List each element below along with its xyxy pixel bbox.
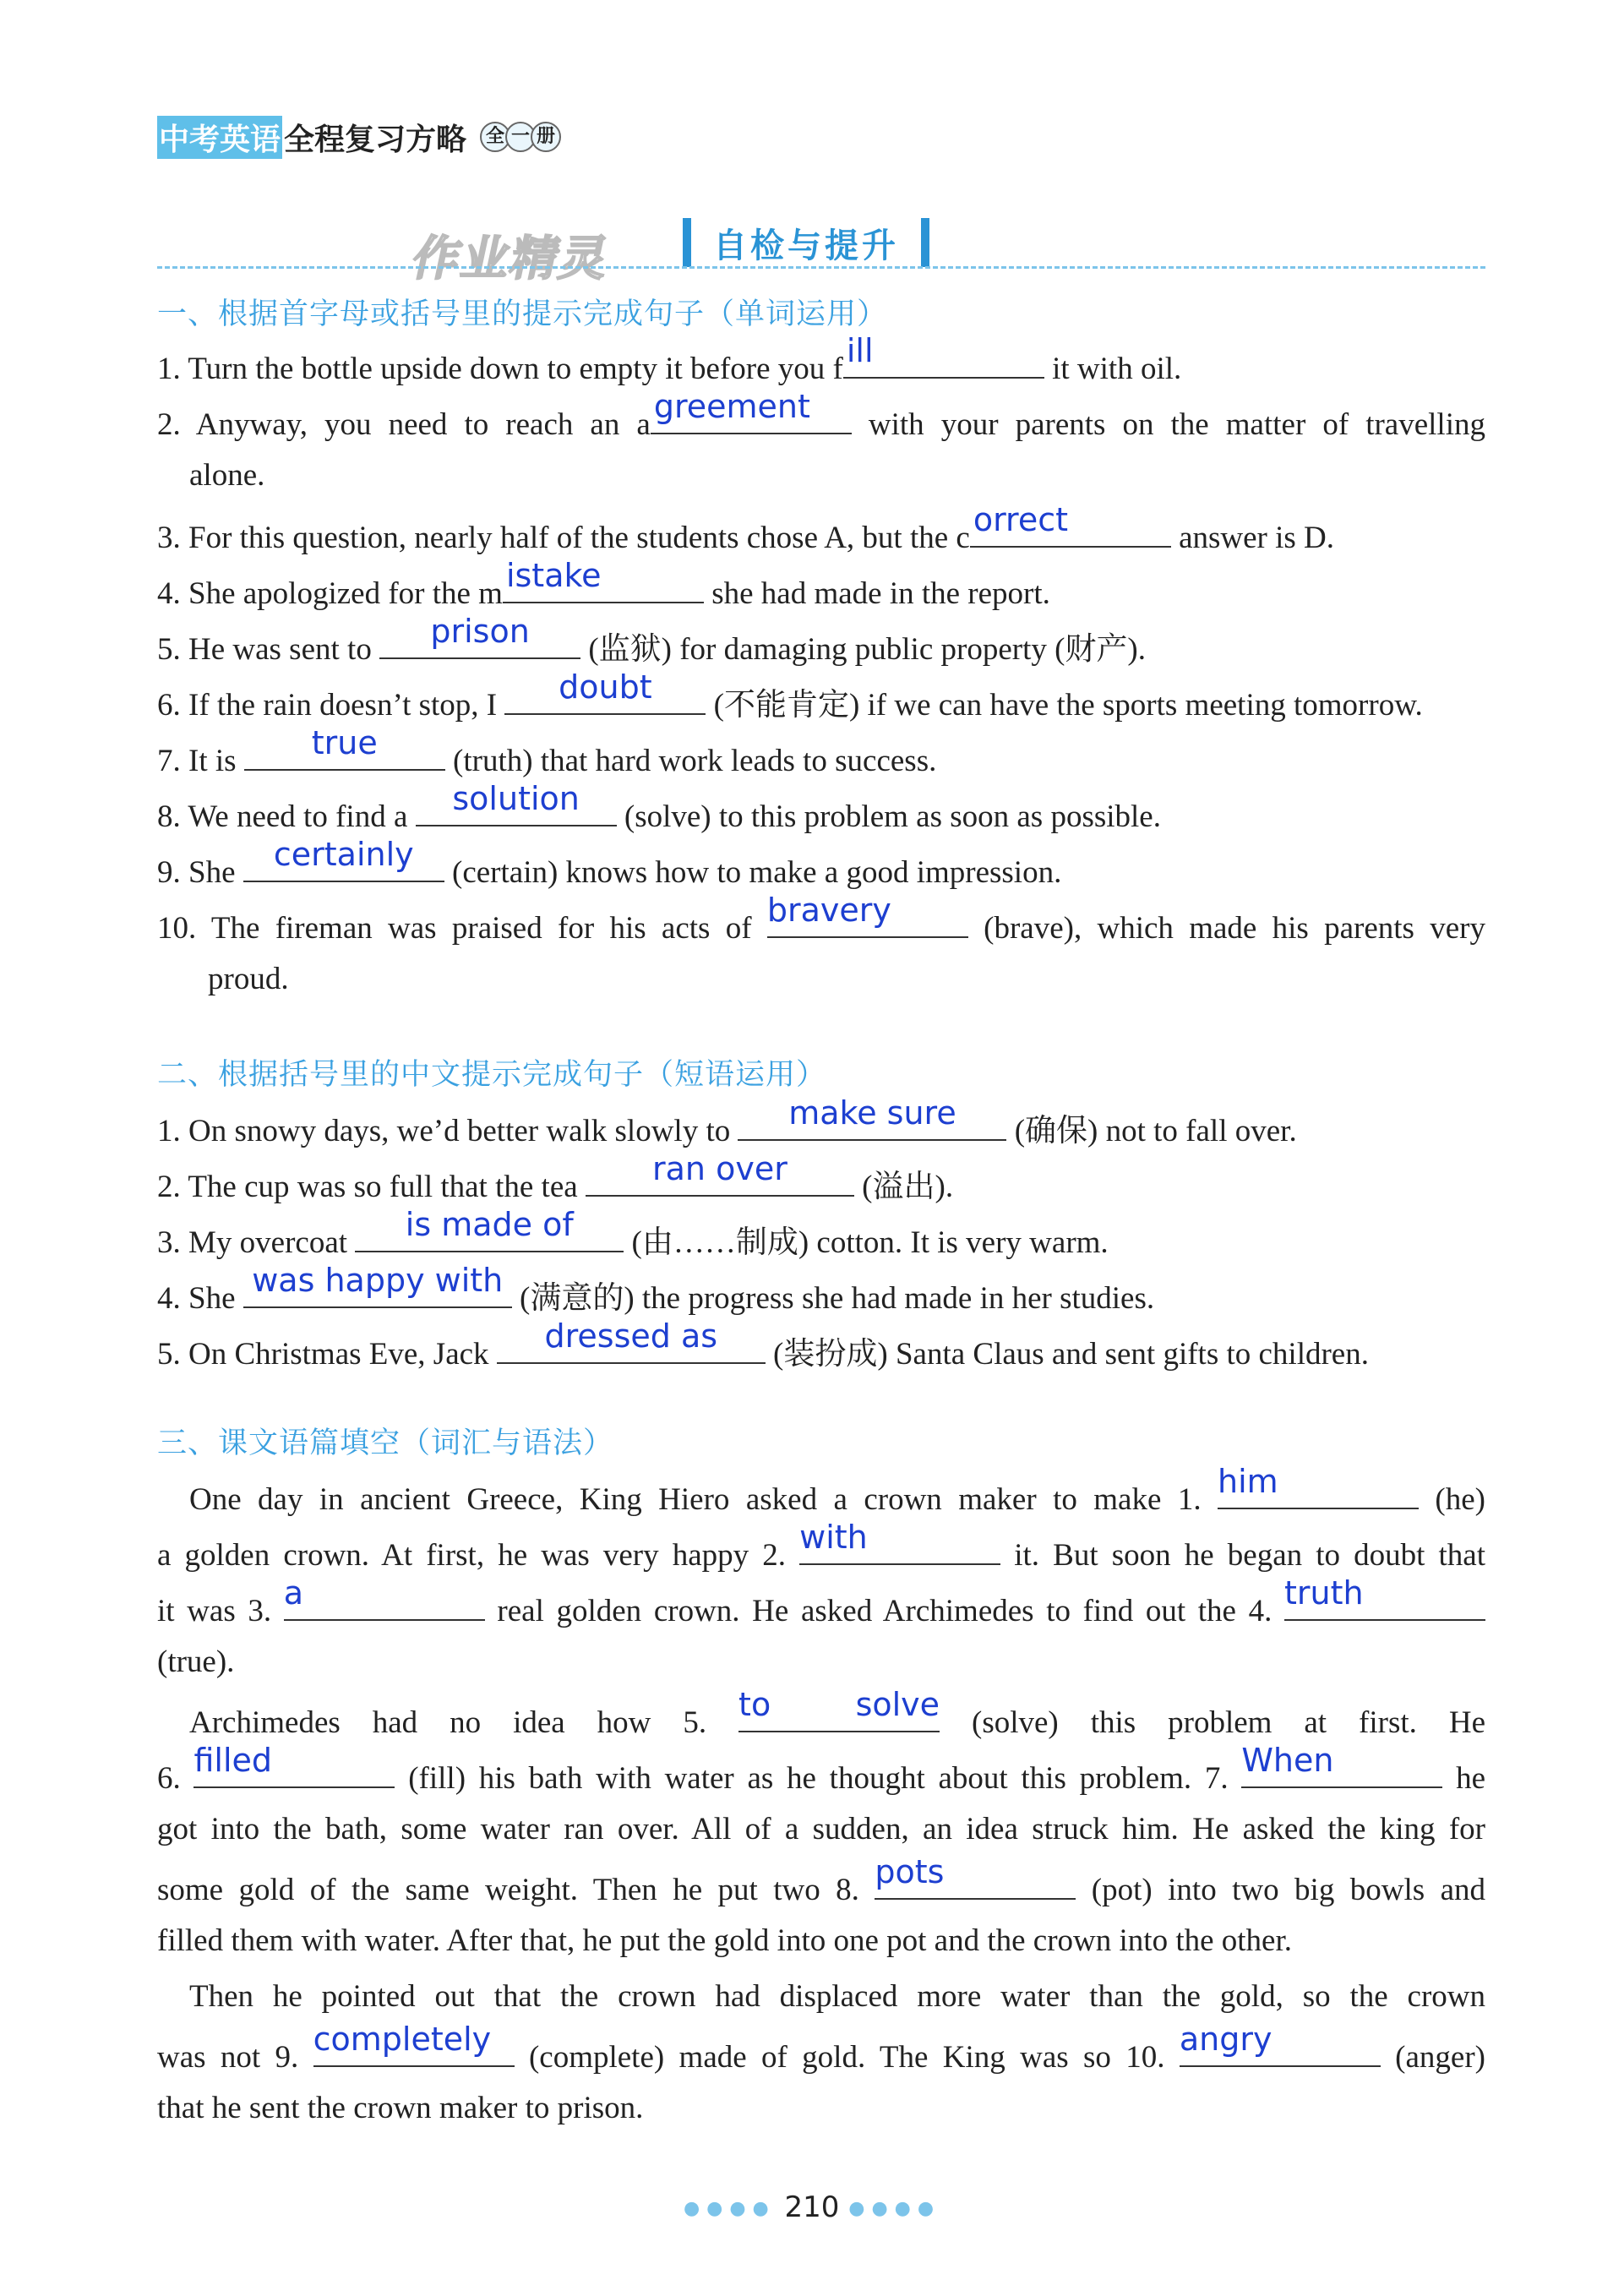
s3-p2-line1 xyxy=(189,1686,1485,1743)
item-text: (solve) to this problem as soon as possible. xyxy=(616,799,1161,834)
answer-text: pots xyxy=(875,1853,945,1890)
item-text: (brave), which made his parents very xyxy=(967,911,1485,946)
s1-item-10-cont: proud. xyxy=(208,962,289,996)
s2-item-4 xyxy=(157,1262,1155,1318)
item-text: answer is D. xyxy=(1170,521,1335,555)
answer-text: bravery xyxy=(766,892,891,929)
item-text: (满意的) the progress she had made in her studies. xyxy=(511,1281,1155,1316)
item-text: 10. The fireman was praised for his acts of xyxy=(157,911,767,946)
answer-blank[interactable] xyxy=(1284,1574,1485,1621)
passage-text: (anger) xyxy=(1380,2040,1485,2075)
item-text: 4. She apologized for the m xyxy=(157,576,503,611)
answer-blank[interactable] xyxy=(738,1094,1006,1141)
s1-item-3 xyxy=(157,501,1335,558)
s1-item-2 xyxy=(157,388,1485,445)
s2-item-3 xyxy=(157,1206,1109,1263)
answer-text: is made of xyxy=(405,1206,574,1243)
item-text: 1. Turn the bottle upside down to empty it before you f xyxy=(157,352,843,386)
answer-text: ill xyxy=(846,332,874,369)
answer-blank[interactable] xyxy=(799,1519,1000,1565)
s1-item-4 xyxy=(157,557,1050,614)
passage-text: it was 3. xyxy=(157,1594,284,1628)
item-text: 1. On snowy days, we’d better walk slowly to xyxy=(157,1114,738,1148)
s3-p2-line3: got into the bath, some water ran over. All of a sudden, an idea struck him. He asked the king for xyxy=(157,1812,1485,1846)
answer-blank[interactable] xyxy=(1179,2021,1381,2067)
answer-blank[interactable] xyxy=(193,1742,395,1788)
section-banner xyxy=(683,216,929,269)
answer-text: completely xyxy=(313,2021,492,2058)
answer-text: was happy with xyxy=(252,1262,504,1299)
answer-text: angry xyxy=(1179,2021,1272,2058)
s1-item-8 xyxy=(157,780,1161,837)
answer-blank[interactable] xyxy=(243,836,444,882)
item-text: 8. We need to find a xyxy=(157,799,416,834)
s1-item-9 xyxy=(157,836,1062,892)
volume-char: 全 xyxy=(480,122,510,152)
answer-blank[interactable] xyxy=(651,388,852,434)
answer-blank[interactable] xyxy=(843,332,1044,379)
s1-item-6 xyxy=(157,668,1423,725)
s1-item-2-cont: alone. xyxy=(189,458,265,493)
answer-text: ran over xyxy=(652,1150,787,1187)
passage-text: (he) xyxy=(1419,1482,1485,1517)
dashed-divider xyxy=(157,266,1485,269)
item-text: 3. For this question, nearly half of the students chose A, but the c xyxy=(157,521,970,555)
item-text: (确保) not to fall over. xyxy=(1006,1114,1297,1148)
volume-char: 册 xyxy=(531,122,561,152)
answer-text: with xyxy=(799,1519,868,1556)
answer-text: doubt xyxy=(559,668,652,706)
item-text: 5. On Christmas Eve, Jack xyxy=(157,1337,497,1372)
passage-text: was not 9. xyxy=(157,2040,313,2075)
answer-blank[interactable] xyxy=(283,1574,485,1621)
volume-badge xyxy=(480,122,556,152)
answer-text: greement xyxy=(653,388,810,425)
s3-p2-line4 xyxy=(157,1853,1485,1910)
answer-blank[interactable] xyxy=(243,1262,512,1308)
passage-text: (pot) into two big bowls and xyxy=(1076,1873,1485,1907)
s3-p1-line2 xyxy=(157,1519,1485,1575)
answer-blank[interactable] xyxy=(313,2021,515,2067)
passage-text: some gold of the same weight. Then he put two 8. xyxy=(157,1873,875,1907)
item-text: (装扮成) Santa Claus and sent gifts to children. xyxy=(765,1337,1369,1372)
item-text: 9. She xyxy=(157,855,243,890)
answer-text: to solve xyxy=(738,1686,940,1723)
answer-blank[interactable] xyxy=(586,1150,854,1197)
answer-text: When xyxy=(1241,1742,1334,1779)
s3-p3-line1: Then he pointed out that the crown had displaced more water than the gold, so the crown xyxy=(189,1979,1485,2014)
answer-blank[interactable] xyxy=(766,892,968,938)
item-text: (由……制成) cotton. It is very warm. xyxy=(624,1225,1109,1260)
item-text: 7. It is xyxy=(157,744,244,778)
answer-text: true xyxy=(311,724,378,761)
s3-p3-line2 xyxy=(157,2021,1485,2077)
answer-text: dressed as xyxy=(544,1317,718,1355)
item-text: 2. The cup was so full that the tea xyxy=(157,1170,586,1204)
passage-text: (fill) his bath with water as he thought about this problem. 7. xyxy=(395,1761,1242,1796)
answer-text: make sure xyxy=(788,1094,956,1132)
item-text: she had made in the report. xyxy=(703,576,1050,611)
header-title: 全程复习方略 xyxy=(284,122,467,157)
answer-blank[interactable] xyxy=(738,1686,940,1732)
item-text: (溢出). xyxy=(853,1170,954,1204)
item-text: with your parents on the matter of travelling xyxy=(851,407,1485,442)
item-text: (truth) that hard work leads to success. xyxy=(444,744,937,778)
decor-dots-right: ●●●● xyxy=(848,2198,941,2219)
watermark: 作业精灵 xyxy=(407,232,615,286)
passage-text: One day in ancient Greece, King Hiero asked a crown maker to make 1. xyxy=(189,1482,1218,1517)
answer-text: him xyxy=(1218,1463,1278,1500)
section1-heading: 一、根据首字母或括号里的提示完成句子（单词运用） xyxy=(157,297,888,331)
answer-blank[interactable] xyxy=(497,1317,766,1364)
answer-blank[interactable] xyxy=(416,780,617,826)
item-text: it with oil. xyxy=(1044,352,1182,386)
s3-p3-line3: that he sent the crown maker to prison. xyxy=(157,2091,644,2125)
passage-text: 6. xyxy=(157,1761,194,1796)
passage-text: real golden crown. He asked Archimedes to find out the 4. xyxy=(484,1594,1284,1628)
item-text: (监狱) for damaging public property (财产). xyxy=(580,632,1146,667)
page-number xyxy=(0,2190,1624,2224)
answer-blank[interactable] xyxy=(1241,1742,1442,1788)
answer-blank[interactable] xyxy=(970,501,1171,548)
s3-p1-line4: (true). xyxy=(157,1645,235,1679)
passage-text: (solve) this problem at first. He xyxy=(940,1705,1485,1740)
volume-char: 一 xyxy=(505,122,536,152)
passage-text: Archimedes had no idea how 5. xyxy=(189,1705,739,1740)
item-text: (不能肯定) if we can have the sports meeting tomorrow. xyxy=(706,688,1423,723)
s1-item-10 xyxy=(157,892,1485,948)
passage-text: it. But soon he began to doubt that xyxy=(1000,1538,1485,1573)
answer-blank[interactable] xyxy=(355,1206,624,1252)
s2-item-5 xyxy=(157,1317,1369,1374)
answer-blank[interactable] xyxy=(503,557,704,603)
book-header xyxy=(157,118,556,155)
banner-bar-right xyxy=(921,218,929,267)
item-text: 4. She xyxy=(157,1281,243,1316)
banner-bar-left xyxy=(683,218,691,267)
answer-text: prison xyxy=(430,613,530,650)
passage-text: a golden crown. At first, he was very happy 2. xyxy=(157,1538,800,1573)
answer-text: solution xyxy=(452,780,580,817)
item-text: 2. Anyway, you need to reach an a xyxy=(157,407,651,442)
passage-text: (complete) made of gold. The King was so 10. xyxy=(514,2040,1180,2075)
item-text: 3. My overcoat xyxy=(157,1225,356,1260)
s3-p2-line5: filled them with water. After that, he put the gold into one pot and the crown into the other. xyxy=(157,1923,1293,1958)
answer-blank[interactable] xyxy=(875,1853,1076,1900)
answer-text: filled xyxy=(193,1742,273,1779)
s1-item-5 xyxy=(157,613,1146,669)
s1-item-7 xyxy=(157,724,937,781)
answer-blank[interactable] xyxy=(379,613,580,659)
s2-item-2 xyxy=(157,1150,954,1207)
header-highlight: 中考英语 xyxy=(157,116,282,159)
answer-blank[interactable] xyxy=(1218,1463,1419,1509)
item-text: 6. If the rain doesn’t stop, I xyxy=(157,688,505,723)
item-text: (certain) knows how to make a good impression. xyxy=(444,855,1062,890)
s2-item-1 xyxy=(157,1094,1297,1151)
answer-text: orrect xyxy=(973,501,1069,538)
answer-text: certainly xyxy=(273,836,414,873)
passage-text: he xyxy=(1442,1761,1485,1796)
answer-text: istake xyxy=(505,557,602,594)
s1-item-1 xyxy=(157,332,1182,389)
s3-p2-line2 xyxy=(157,1742,1485,1798)
page-number-text: 210 xyxy=(784,2190,840,2224)
banner-title: 自检与提升 xyxy=(713,226,899,265)
answer-blank[interactable] xyxy=(504,668,706,715)
answer-text: truth xyxy=(1284,1574,1364,1612)
answer-text: a xyxy=(283,1574,304,1612)
s3-p1-line3 xyxy=(157,1574,1485,1631)
item-text: 5. He was sent to xyxy=(157,632,380,667)
s3-p1-line1 xyxy=(189,1463,1485,1519)
section3-heading: 三、课文语篇填空（词汇与语法） xyxy=(157,1426,614,1460)
answer-blank[interactable] xyxy=(244,724,445,771)
section2-heading: 二、根据括号里的中文提示完成句子（短语运用） xyxy=(157,1058,827,1092)
decor-dots-left: ●●●● xyxy=(683,2198,776,2219)
